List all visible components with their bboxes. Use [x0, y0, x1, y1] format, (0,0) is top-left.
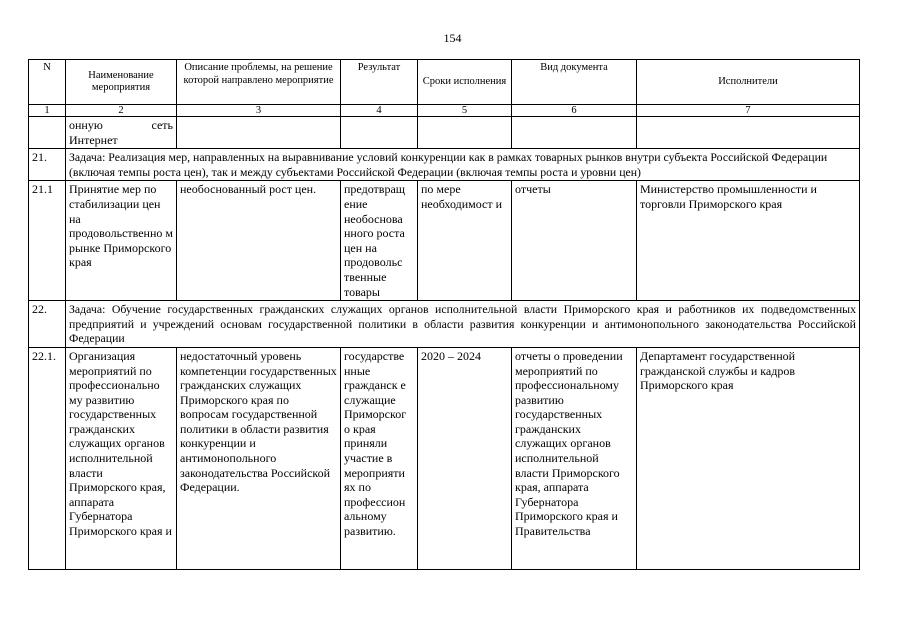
row-n — [29, 117, 66, 149]
row-term: по мере необходимост и — [418, 181, 512, 301]
row-n: 21.1 — [29, 181, 66, 301]
column-number: 3 — [177, 105, 341, 117]
row-n: 21. — [29, 149, 66, 181]
task-22-row — [29, 301, 860, 348]
row-doc: отчеты о проведении мероприятий по профессиональному развитию государственных гражданских служащих органов исполнительной власти Приморского края, аппарата Губернатора Приморского края и Правительства — [512, 347, 637, 569]
task-22-text: Задача: Обучение государственных гражданских служащих органов исполнительной власти Приморского края и работников их подведомственных предприятий и учреждений основам государственной политики в области развития конкуренции и антимонопольного законодательства Российской Федерации — [66, 301, 860, 348]
row-n: 22.1. — [29, 347, 66, 569]
row-name: Принятие мер по стабилизации цен на продовольственно м рынке Приморского края — [66, 181, 177, 301]
task-21-text: Задача: Реализация мер, направленных на выравнивание условий конкуренции как в рамках товарных рынков внутри субъекта Российской Федерации (включая темпы роста цен), так и между субъектами Российской Федерации (включая темпы роста и уровни цен) — [66, 149, 860, 181]
task-21-row — [29, 149, 860, 181]
column-number: 5 — [418, 105, 512, 117]
column-number: 1 — [29, 105, 66, 117]
page-number: 154 — [443, 31, 462, 45]
row-executors: Министерство промышленности и торговли Приморского края — [637, 181, 860, 301]
row-problem — [177, 117, 341, 149]
header-name: Наименование мероприятия — [66, 60, 177, 105]
row-problem: необоснованный рост цен. — [177, 181, 341, 301]
header-row — [29, 60, 860, 105]
row-name — [66, 117, 177, 149]
column-number: 2 — [66, 105, 177, 117]
header-problem: Описание проблемы, на решение которой направлено мероприятие — [177, 60, 341, 105]
column-number: 4 — [341, 105, 418, 117]
column-number: 6 — [512, 105, 637, 117]
header-n: N — [29, 60, 66, 105]
column-number-row — [29, 105, 860, 117]
header-executors: Исполнители — [637, 60, 860, 105]
row-problem: недостаточный уровень компетенции государственных гражданских служащих Приморского края по вопросам государственной политики в области развития конкуренции и антимонопольного законодательства Российской Федерации. — [177, 347, 341, 569]
name-text: Интернет — [69, 132, 118, 147]
row-term — [418, 117, 512, 149]
row-n: 22. — [29, 301, 66, 348]
row-result: предотвращ ение необоснова нного роста цен на продовольс твенные товары — [341, 181, 418, 301]
row-term: 2020 – 2024 — [418, 347, 512, 569]
row-executors: Департамент государственной гражданской службы и кадров Приморского края — [637, 347, 860, 569]
row-doc: отчеты — [512, 181, 637, 301]
row-21-1 — [29, 181, 860, 301]
row-name: Организация мероприятий по профессионально му развитию государственных гражданских служащих органов исполнительной власти Приморского края, аппарата Губернатора Приморского края и — [66, 347, 177, 569]
header-doc-type: Вид документа — [512, 60, 637, 105]
row-22-1 — [29, 347, 860, 569]
name-text: сеть — [151, 118, 173, 132]
row-doc — [512, 117, 637, 149]
header-term: Сроки исполнения — [418, 60, 512, 105]
header-result: Результат — [341, 60, 418, 105]
column-number: 7 — [637, 105, 860, 117]
row-result: государстве нные гражданск е служащие Приморског о края приняли участие в мероприяти ях по профессион альному развитию. — [341, 347, 418, 569]
row-result — [341, 117, 418, 149]
name-text: онную — [69, 118, 103, 132]
measures-table — [28, 59, 860, 570]
row-executors — [637, 117, 860, 149]
continuation-row — [29, 117, 860, 149]
